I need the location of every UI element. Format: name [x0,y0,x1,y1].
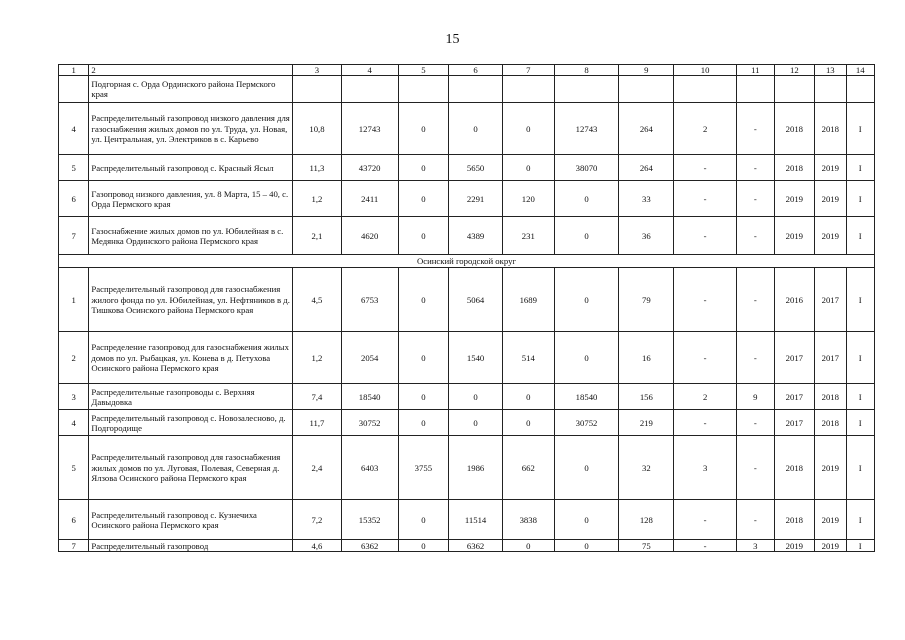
cell-households: 156 [619,384,674,410]
cell-other-sources [554,76,619,103]
cell-object-name: Распределительный газопровод с. Красный Ясыл [89,155,293,181]
cell-start-year: 2017 [774,384,815,410]
cell-total-cost: 6362 [341,540,398,552]
cell-households: 36 [619,217,674,255]
cell-regional-budget: 0 [449,410,503,436]
cell-local-budget: 0 [502,155,554,181]
cell-households: 33 [619,181,674,217]
cell-end-year: 2019 [815,540,846,552]
cell-object-name: Распределительные газопроводы с. Верхняя Давыдовка [89,384,293,410]
cell-federal-budget: 5 [398,65,449,76]
cell-federal-budget: 0 [398,332,449,384]
section-row [59,255,875,268]
cell-length [293,76,342,103]
cell-federal-budget: 0 [398,540,449,552]
cell-other-sources: 0 [554,500,619,540]
cell-regional-budget: 4389 [449,217,503,255]
cell-object-name: Распределительный газопровод с. Кузнечиха Осинского района Пермского края [89,500,293,540]
cell-total-cost: 6403 [341,436,398,500]
cell-other-sources: 38070 [554,155,619,181]
cell-object-name: Газопровод низкого давления, ул. 8 Марта, 15 – 40, с. Орда Пермского края [89,181,293,217]
cell-row-number [59,76,89,103]
cell-regional-budget: 5064 [449,268,503,332]
cell-total-cost: 18540 [341,384,398,410]
cell-boiler-houses: - [674,181,737,217]
cell-other-sources: 8 [554,65,619,76]
cell-total-cost: 12743 [341,103,398,155]
cell-row-number: 5 [59,155,89,181]
cell-length: 7,4 [293,384,342,410]
cell-object-name: 2 [89,65,293,76]
cell-other-sources: 0 [554,436,619,500]
cell-end-year: 2017 [815,332,846,384]
cell-priority: I [846,540,875,552]
table-row [59,217,875,255]
cell-priority: I [846,436,875,500]
cell-local-budget: 0 [502,384,554,410]
cell-row-number: 4 [59,103,89,155]
cell-boiler-houses: 2 [674,103,737,155]
cell-federal-budget: 0 [398,103,449,155]
cell-local-budget: 120 [502,181,554,217]
cell-total-cost [341,76,398,103]
cell-end-year: 2017 [815,268,846,332]
cell-start-year: 12 [774,65,815,76]
cell-regional-budget: 1986 [449,436,503,500]
cell-local-budget: 7 [502,65,554,76]
cell-other-sources: 0 [554,181,619,217]
cell-priority: I [846,384,875,410]
page-number: 15 [445,32,460,47]
cell-start-year: 2018 [774,436,815,500]
cell-row-number: 1 [59,65,89,76]
cell-start-year: 2016 [774,268,815,332]
cell-boiler-houses: - [674,410,737,436]
cell-length: 2,1 [293,217,342,255]
cell-social-facilities: - [737,332,775,384]
cell-end-year: 2018 [815,103,846,155]
cell-start-year: 2017 [774,332,815,384]
table-row [59,384,875,410]
cell-end-year: 2019 [815,155,846,181]
cell-regional-budget: 5650 [449,155,503,181]
cell-social-facilities: 3 [737,540,775,552]
cell-length: 1,2 [293,181,342,217]
cell-length: 4,5 [293,268,342,332]
cell-regional-budget: 0 [449,103,503,155]
cell-object-name: Распределительный газопровод [89,540,293,552]
gas-pipeline-table [58,64,875,552]
cell-social-facilities: - [737,181,775,217]
cell-social-facilities: 9 [737,384,775,410]
cell-social-facilities: - [737,268,775,332]
cell-social-facilities [737,76,775,103]
cell-total-cost: 2054 [341,332,398,384]
cell-boiler-houses: - [674,540,737,552]
cell-boiler-houses: 3 [674,436,737,500]
cell-local-budget: 3838 [502,500,554,540]
cell-length: 3 [293,65,342,76]
cell-end-year: 2019 [815,217,846,255]
cell-other-sources: 30752 [554,410,619,436]
cell-row-number: 4 [59,410,89,436]
cell-object-name: Распределительный газопровод для газоснабжения жилого фонда по ул. Юбилейная, ул. Нефтяников в д. Тишкова Осинского района Пермского края [89,268,293,332]
cell-row-number: 5 [59,436,89,500]
cell-households [619,76,674,103]
cell-row-number: 3 [59,384,89,410]
cell-length: 11,7 [293,410,342,436]
cell-boiler-houses: 2 [674,384,737,410]
cell-regional-budget: 0 [449,384,503,410]
cell-row-number: 7 [59,540,89,552]
cell-households: 16 [619,332,674,384]
cell-boiler-houses: - [674,500,737,540]
cell-federal-budget: 0 [398,410,449,436]
cell-boiler-houses: 10 [674,65,737,76]
cell-length: 1,2 [293,332,342,384]
cell-total-cost: 43720 [341,155,398,181]
cell-regional-budget: 11514 [449,500,503,540]
cell-start-year: 2019 [774,217,815,255]
cell-object-name: Распределительный газопровод с. Новозалесново, д. Подгородище [89,410,293,436]
cell-households: 264 [619,103,674,155]
table-row [59,181,875,217]
cell-priority: I [846,500,875,540]
cell-regional-budget: 2291 [449,181,503,217]
cell-households: 32 [619,436,674,500]
table-row [59,76,875,103]
cell-priority: 14 [846,65,875,76]
cell-social-facilities: - [737,103,775,155]
cell-local-budget: 1689 [502,268,554,332]
cell-households: 9 [619,65,674,76]
cell-object-name: Распределительный газопровод низкого давления для газоснабжения жилых домов по ул. Труда, ул. Новая, ул. Центральная, ул. Электриков в с. Карьево [89,103,293,155]
table-row [59,155,875,181]
cell-social-facilities: - [737,500,775,540]
cell-social-facilities: - [737,217,775,255]
cell-households: 79 [619,268,674,332]
table-row [59,103,875,155]
cell-length: 4,6 [293,540,342,552]
cell-households: 75 [619,540,674,552]
cell-priority: I [846,103,875,155]
cell-row-number: 6 [59,500,89,540]
cell-length: 10,8 [293,103,342,155]
cell-federal-budget: 0 [398,217,449,255]
cell-boiler-houses: - [674,332,737,384]
cell-local-budget [502,76,554,103]
cell-regional-budget: 1540 [449,332,503,384]
cell-end-year: 2019 [815,500,846,540]
cell-start-year: 2018 [774,500,815,540]
cell-object-name: Распределительный газопровод для газоснабжения жилых домов по ул. Луговая, Полевая, Северная д. Ялзова Осинского района Пермского края [89,436,293,500]
table-row [59,332,875,384]
cell-boiler-houses: - [674,155,737,181]
cell-priority: I [846,268,875,332]
cell-total-cost: 30752 [341,410,398,436]
table-header-row [59,65,875,76]
cell-local-budget: 514 [502,332,554,384]
cell-local-budget: 0 [502,103,554,155]
cell-priority: I [846,410,875,436]
cell-row-number: 6 [59,181,89,217]
cell-object-name: Газоснабжение жилых домов по ул. Юбилейная в с. Медянка Ординского района Пермского края [89,217,293,255]
cell-start-year [774,76,815,103]
cell-boiler-houses: - [674,217,737,255]
cell-end-year: 2018 [815,384,846,410]
cell-total-cost: 6753 [341,268,398,332]
cell-total-cost: 4620 [341,217,398,255]
cell-social-facilities: - [737,410,775,436]
cell-length: 11,3 [293,155,342,181]
cell-social-facilities: 11 [737,65,775,76]
cell-other-sources: 0 [554,217,619,255]
cell-end-year: 2018 [815,410,846,436]
table-row [59,268,875,332]
cell-total-cost: 15352 [341,500,398,540]
cell-object-name: Подгорная с. Орда Ординского района Пермского края [89,76,293,103]
cell-start-year: 2017 [774,410,815,436]
cell-other-sources: 0 [554,268,619,332]
cell-end-year: 2019 [815,181,846,217]
cell-end-year: 13 [815,65,846,76]
cell-federal-budget: 3755 [398,436,449,500]
cell-end-year [815,76,846,103]
cell-federal-budget: 0 [398,384,449,410]
cell-start-year: 2018 [774,103,815,155]
cell-federal-budget: 0 [398,268,449,332]
cell-social-facilities: - [737,155,775,181]
cell-start-year: 2019 [774,540,815,552]
cell-row-number: 1 [59,268,89,332]
cell-other-sources: 18540 [554,384,619,410]
cell-object-name: Распределение газопровод для газоснабжения жилых домов по ул. Рыбацкая, ул. Конева в д. Петухова Осинского района Пермского края [89,332,293,384]
cell-priority: I [846,332,875,384]
cell-social-facilities: - [737,436,775,500]
cell-regional-budget [449,76,503,103]
cell-federal-budget [398,76,449,103]
cell-length: 2,4 [293,436,342,500]
cell-start-year: 2019 [774,181,815,217]
cell-federal-budget: 0 [398,155,449,181]
cell-boiler-houses: - [674,268,737,332]
section-title: Осинский городской округ [59,255,875,268]
cell-priority: I [846,217,875,255]
table-row [59,410,875,436]
cell-households: 264 [619,155,674,181]
cell-local-budget: 0 [502,410,554,436]
cell-other-sources: 12743 [554,103,619,155]
cell-households: 219 [619,410,674,436]
cell-other-sources: 0 [554,332,619,384]
cell-other-sources: 0 [554,540,619,552]
cell-local-budget: 231 [502,217,554,255]
cell-local-budget: 662 [502,436,554,500]
cell-total-cost: 2411 [341,181,398,217]
cell-end-year: 2019 [815,436,846,500]
cell-priority: I [846,181,875,217]
cell-length: 7,2 [293,500,342,540]
cell-boiler-houses [674,76,737,103]
cell-local-budget: 0 [502,540,554,552]
cell-priority: I [846,155,875,181]
cell-start-year: 2018 [774,155,815,181]
cell-total-cost: 4 [341,65,398,76]
table-row [59,436,875,500]
cell-federal-budget: 0 [398,500,449,540]
cell-row-number: 2 [59,332,89,384]
table-row [59,540,875,552]
cell-federal-budget: 0 [398,181,449,217]
cell-regional-budget: 6362 [449,540,503,552]
cell-regional-budget: 6 [449,65,503,76]
table-row [59,500,875,540]
cell-households: 128 [619,500,674,540]
cell-row-number: 7 [59,217,89,255]
cell-priority [846,76,875,103]
